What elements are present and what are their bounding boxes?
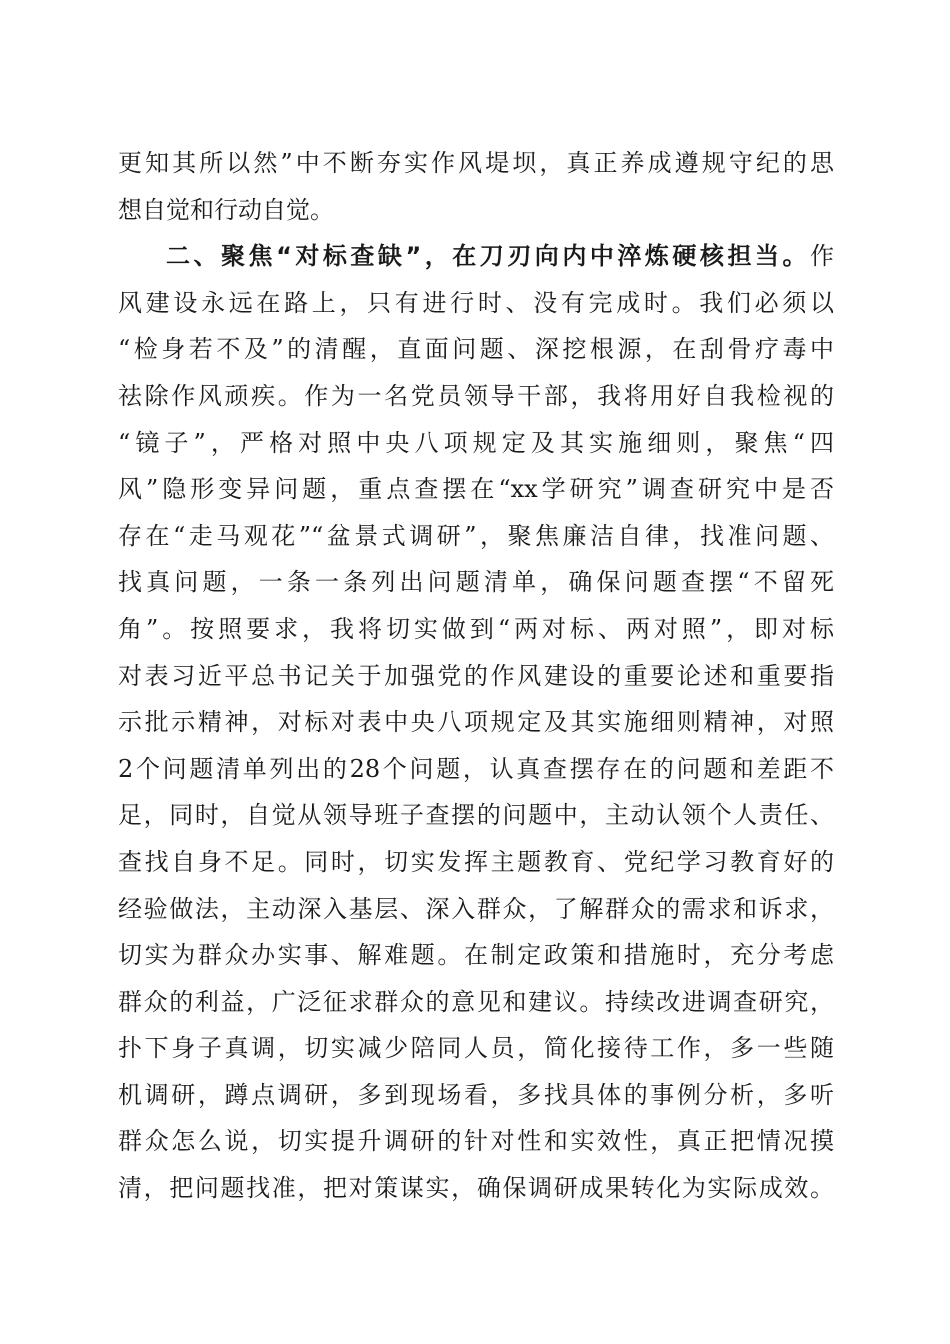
- paragraph-2-line: 角”。按照要求，我将切实做到“两对标、两对照”，即对标: [118, 614, 834, 643]
- paragraph-1-line-2: 想自觉和行动自觉。: [118, 195, 334, 224]
- paragraph-2-line-1: [118, 233, 834, 280]
- paragraph-1-line-1: 更知其所以然”中不断夯实作风堤坝，真正养成遵规守纪的思: [118, 149, 834, 177]
- paragraph-2-line-1-rest: 作: [810, 242, 834, 271]
- paragraph-2-line: 存在“走马观花”“盆景式调研”，聚焦廉洁自律，找准问题、: [118, 521, 834, 550]
- paragraph-2-line: 足，同时，自觉从领导班子查摆的问题中，主动认领个人责任、: [118, 801, 834, 830]
- paragraph-2-line: 祛除作风顽疾。作为一名党员领导干部，我将用好自我检视的: [118, 381, 834, 410]
- paragraph-2-line: 查找自身不足。同时，切实发挥主题教育、党纪学习教育好的: [118, 847, 834, 876]
- paragraph-2-line: 风建设永远在路上，只有进行时、没有完成时。我们必须以: [118, 288, 834, 317]
- paragraph-2-line: 群众的利益，广泛征求群众的意见和建议。持续改进调查研究，: [118, 987, 834, 1016]
- paragraph-2-line: 示批示精神，对标对表中央八项规定及其实施细则精神，对照: [118, 708, 834, 737]
- paragraph-2-line: 清，把问题找准，把对策谋实，确保调研成果转化为实际成效。: [118, 1174, 834, 1203]
- body-text: [118, 140, 834, 1212]
- paragraph-2-line: 对表习近平总书记关于加强党的作风建设的重要论述和重要指: [118, 661, 834, 690]
- paragraph-2-line: 经验做法，主动深入基层、深入群众，了解群众的需求和诉求，: [118, 894, 834, 923]
- paragraph-2-line: “检身若不及”的清醒，直面问题、深挖根源，在刮骨疗毒中: [118, 335, 834, 364]
- paragraph-2-line: 扑下身子真调，切实减少陪同人员，简化接待工作，多一些随: [118, 1034, 834, 1063]
- paragraph-2-line: 群众怎么说，切实提升调研的针对性和实效性，真正把情况摸: [118, 1127, 834, 1156]
- paragraph-2-line: 找真问题，一条一条列出问题清单，确保问题查摆“不留死: [118, 568, 834, 597]
- paragraph-2-line: 切实为群众办实事、解难题。在制定政策和措施时，充分考虑: [118, 941, 834, 970]
- paragraph-2-line: 风”隐形变异问题，重点查摆在“xx学研究”调查研究中是否: [118, 475, 834, 504]
- paragraph-2-line: 2个问题清单列出的28个问题，认真查摆存在的问题和差距不: [118, 754, 834, 783]
- paragraph-2-line: “镜子”，严格对照中央八项规定及其实施细则，聚焦“四: [118, 428, 834, 457]
- section-heading: 二、聚焦“对标查缺”，在刀刃向内中淬炼硬核担当。: [166, 242, 810, 271]
- paragraph-2-line: 机调研，蹲点调研，多到现场看，多找具体的事例分析，多听: [118, 1080, 834, 1109]
